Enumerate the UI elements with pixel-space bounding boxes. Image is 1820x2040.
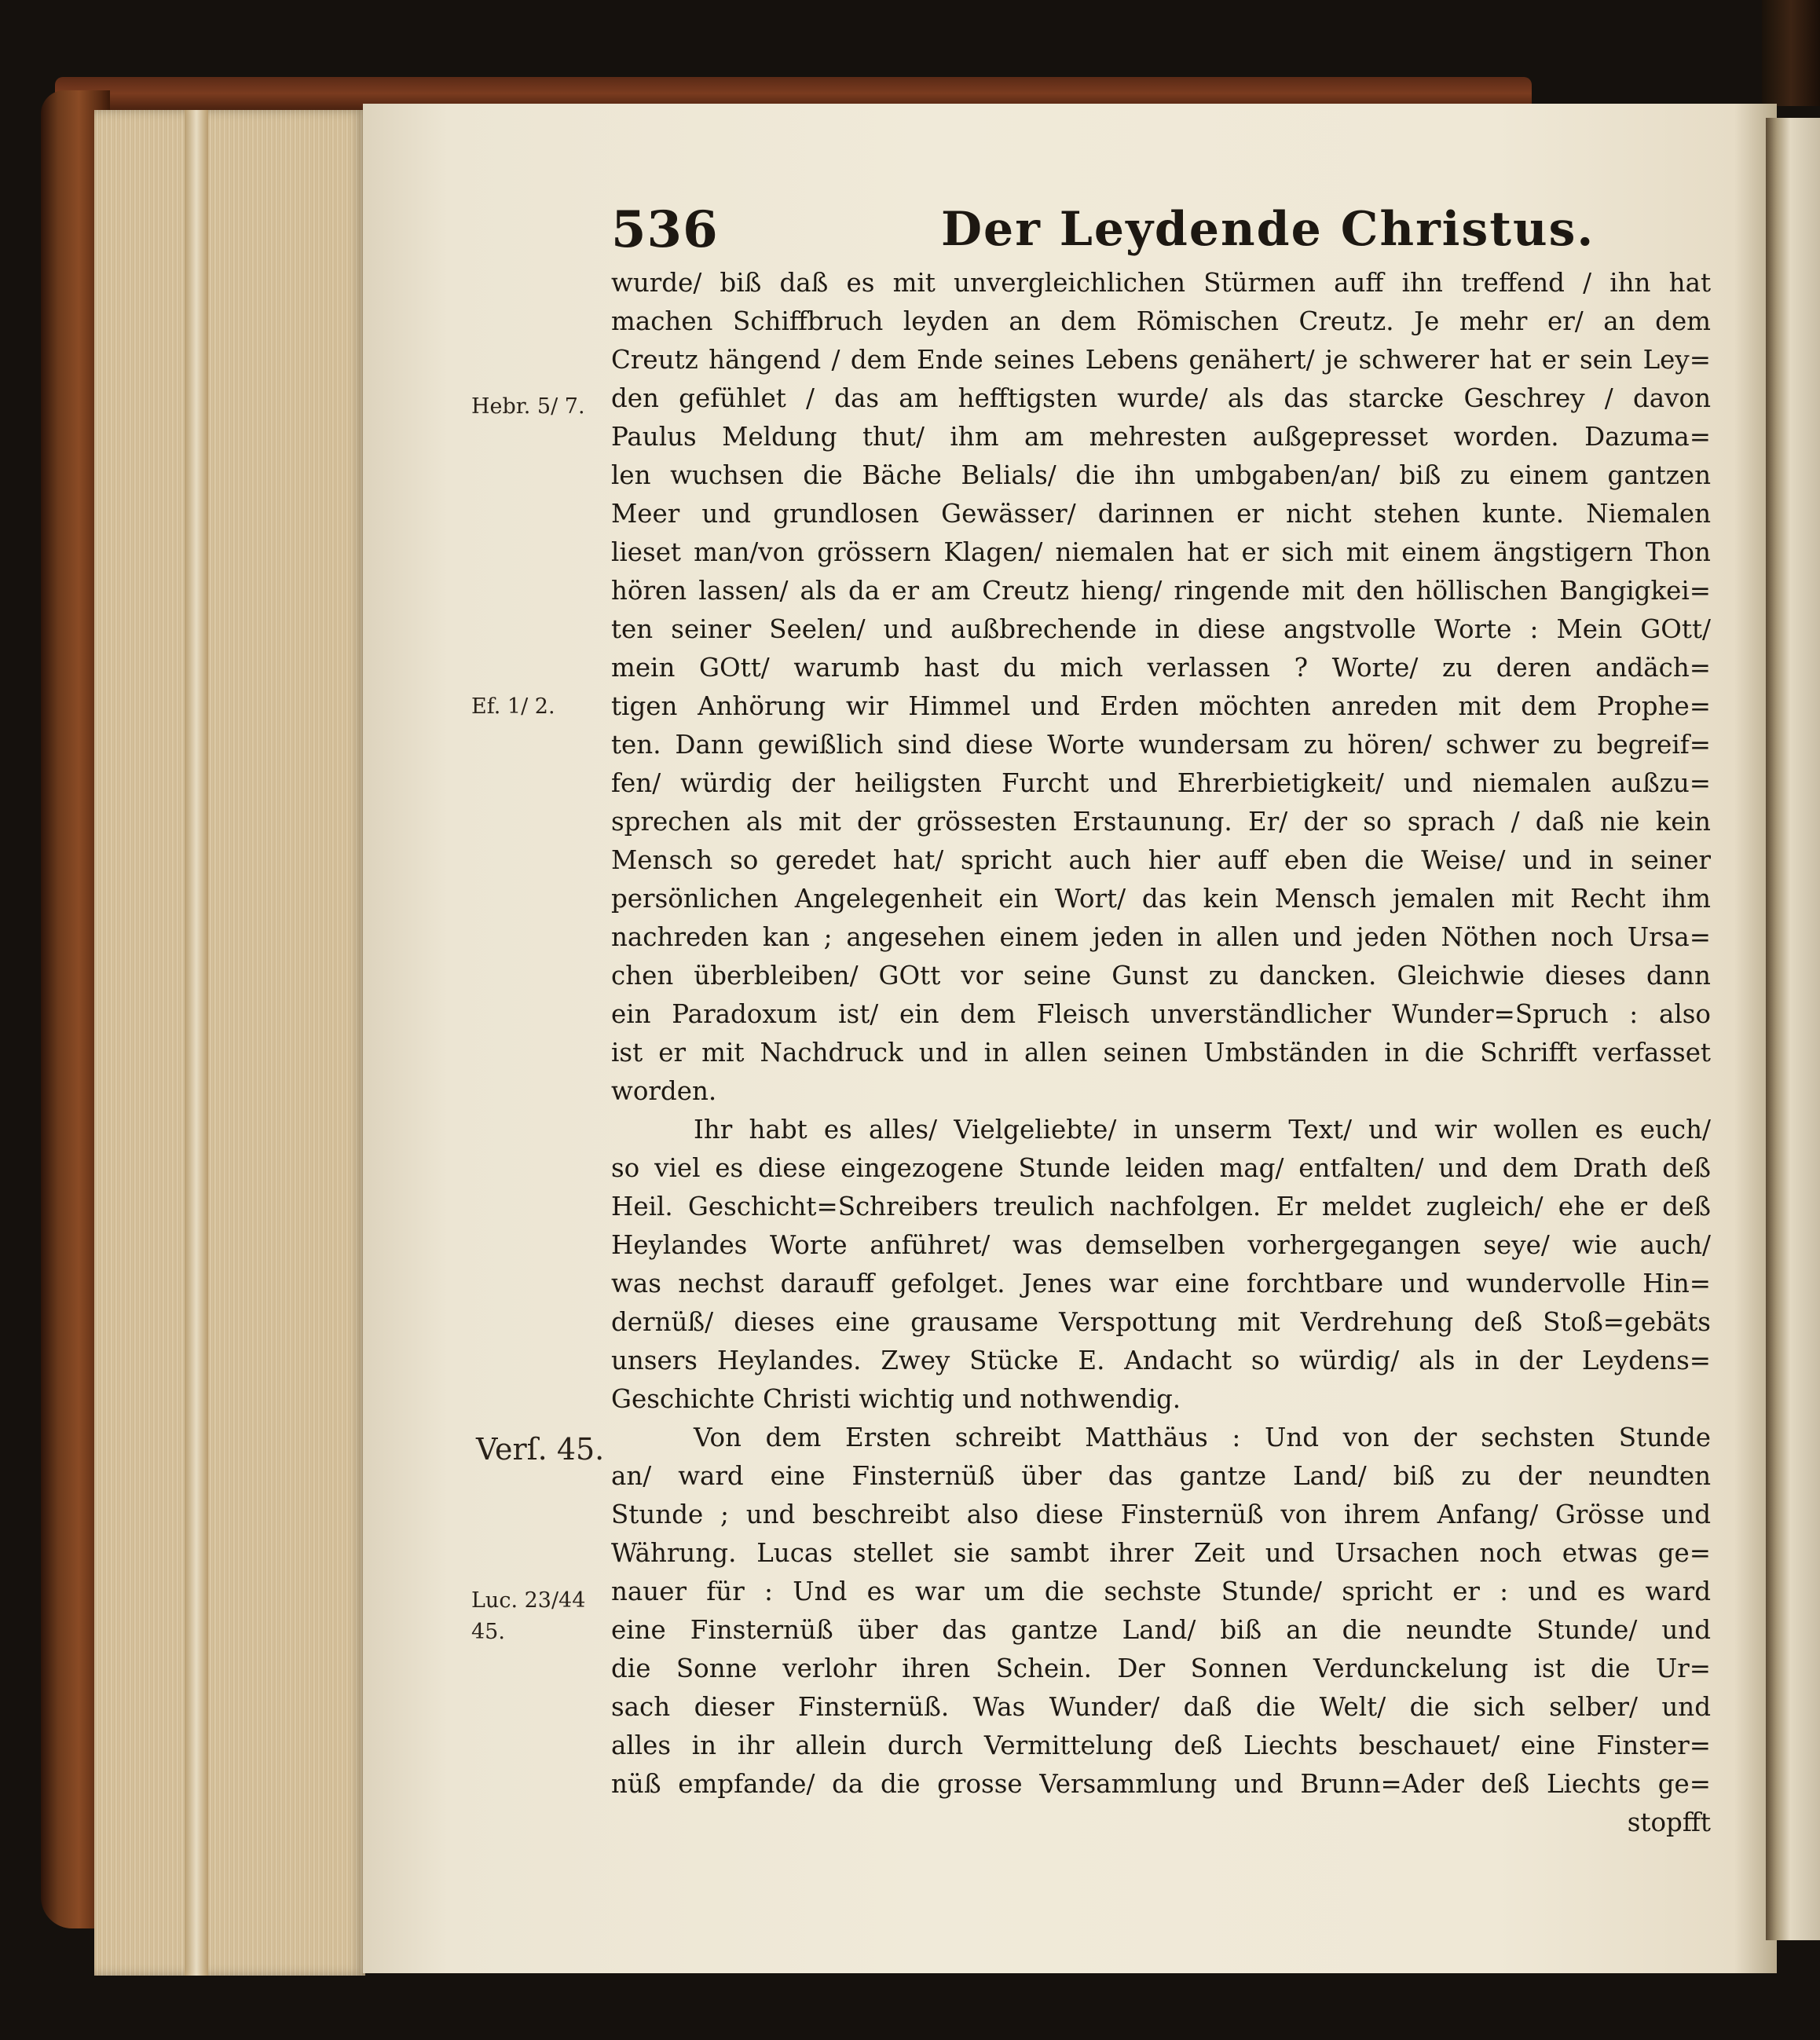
page-title: Der Leydende Christus. xyxy=(941,202,1595,257)
text-line: chen überbleiben/ GOtt vor seine Gunst zu dancken. Gleichwie dieses dann xyxy=(611,961,1711,991)
text-line: persönlichen Angelegenheit ein Wort/ das kein Mensch jemalen mit Recht ihm xyxy=(611,884,1711,914)
text-line: Geschichte Christi wichtig und nothwendig. xyxy=(611,1384,1181,1414)
text-line: fen/ würdig der heiligsten Furcht und Ehrerbietigkeit/ und niemalen außzu= xyxy=(611,768,1711,798)
body-text xyxy=(611,264,1711,1842)
margin-note: Hebr. 5/ 7. xyxy=(471,394,585,419)
text-line: tigen Anhörung wir Himmel und Erden möchten anreden mit dem Prophe= xyxy=(611,691,1711,721)
text-line: worden. xyxy=(611,1076,717,1106)
page-number: 536 xyxy=(611,200,719,259)
catchword: stopfft xyxy=(1627,1807,1711,1837)
text-line: wurde/ biß daß es mit unvergleichlichen Stürmen auff ihn treffend / ihn hat xyxy=(611,268,1711,298)
facing-page-gutter xyxy=(1766,118,1820,1940)
facing-cover-edge xyxy=(1762,0,1820,106)
text-line: machen Schiffbruch leyden an dem Römischen Creutz. Je mehr er/ an dem xyxy=(611,306,1711,336)
text-line: an/ ward eine Finsternüß über das gantze Land/ biß zu der neundten xyxy=(611,1461,1711,1491)
text-line: nachreden kan ; angesehen einem jeden in allen und jeden Nöthen noch Ursa= xyxy=(611,922,1711,952)
text-line: sprechen als mit der grössesten Erstaunung. Er/ der so sprach / daß nie kein xyxy=(611,807,1711,837)
margin-note: 45. xyxy=(471,1620,505,1644)
text-line: Stunde ; und beschreibt also diese Finsternüß von ihrem Anfang/ Grösse und xyxy=(611,1500,1711,1529)
text-line: Heil. Geschicht=Schreibers treulich nachfolgen. Er meldet zugleich/ ehe er deß xyxy=(611,1192,1711,1221)
text-line: Meer und grundlosen Gewässer/ darinnen er nicht stehen kunte. Niemalen xyxy=(611,499,1711,529)
text-line: Creutz hängend / dem Ende seines Lebens genähert/ je schwerer hat er sein Ley= xyxy=(611,345,1711,375)
text-line: so viel es diese eingezogene Stunde leiden mag/ entfalten/ und dem Drath deß xyxy=(611,1153,1711,1183)
text-line: Währung. Lucas stellet sie sambt ihrer Zeit und Ursachen noch etwas ge= xyxy=(611,1538,1711,1568)
text-line: eine Finsternüß über das gantze Land/ biß an die neundte Stunde/ und xyxy=(611,1615,1711,1645)
page-block-edges xyxy=(94,110,365,1976)
text-line: nauer für : Und es war um die sechste Stunde/ spricht er : und es ward xyxy=(611,1577,1711,1606)
text-line: alles in ihr allein durch Vermittelung deß Liechts beschauet/ eine Finster= xyxy=(611,1731,1711,1760)
text-line: sach dieser Finsternüß. Was Wunder/ daß die Welt/ die sich selber/ und xyxy=(611,1692,1711,1722)
text-line: unsers Heylandes. Zwey Stücke E. Andacht so würdig/ als in der Leydens= xyxy=(611,1346,1711,1375)
text-line: nüß empfande/ da die grosse Versammlung und Brunn=Ader deß Liechts ge= xyxy=(611,1769,1711,1799)
margin-note: Ef. 1/ 2. xyxy=(471,694,555,719)
text-line: Heylandes Worte anführet/ was demselben vorhergegangen seye/ wie auch/ xyxy=(611,1230,1711,1260)
text-line: len wuchsen die Bäche Belials/ die ihn umbgaben/an/ biß zu einem gantzen xyxy=(611,460,1711,490)
text-line: lieset man/von grössern Klagen/ niemalen hat er sich mit einem ängstigern Thon xyxy=(611,537,1711,567)
text-line: Paulus Meldung thut/ ihm am mehresten außgepresset worden. Dazuma= xyxy=(611,422,1711,452)
margin-note: Verſ. 45. xyxy=(476,1432,605,1467)
text-line: mein GOtt/ warumb hast du mich verlassen ? Worte/ zu deren andäch= xyxy=(611,653,1711,683)
text-line: die Sonne verlohr ihren Schein. Der Sonnen Verdunckelung ist die Ur= xyxy=(611,1654,1711,1683)
text-line: ein Paradoxum ist/ ein dem Fleisch unverständlicher Wunder=Spruch : also xyxy=(611,999,1711,1029)
text-line: Von dem Ersten schreibt Matthäus : Und von der sechsten Stunde xyxy=(694,1423,1711,1452)
text-line: den gefühlet / das am hefftigsten wurde/ als das starcke Geschrey / davon xyxy=(611,383,1711,413)
text-line: ten seiner Seelen/ und außbrechende in diese angstvolle Worte : Mein GOtt/ xyxy=(611,614,1711,644)
text-line: ten. Dann gewißlich sind diese Worte wundersam zu hören/ schwer zu begreif= xyxy=(611,730,1711,760)
text-line: Ihr habt es alles/ Vielgeliebte/ in unserm Text/ und wir wollen es euch/ xyxy=(694,1115,1711,1145)
running-head xyxy=(611,200,1742,263)
text-line: ist er mit Nachdruck und in allen seinen Umbständen in die Schrifft verfasset xyxy=(611,1038,1711,1068)
text-line: dernüß/ dieses eine grausame Verspottung mit Verdrehung deß Stoß=gebäts xyxy=(611,1307,1711,1337)
text-line: hören lassen/ als da er am Creutz hieng/ ringende mit den höllischen Bangigkei= xyxy=(611,576,1711,606)
text-line: was nechst darauff gefolget. Jenes war eine forchtbare und wundervolle Hin= xyxy=(611,1269,1711,1298)
text-line: Mensch so geredet hat/ spricht auch hier auff eben die Weise/ und in seiner xyxy=(611,845,1711,875)
margin-note: Luc. 23/44 xyxy=(471,1588,586,1613)
